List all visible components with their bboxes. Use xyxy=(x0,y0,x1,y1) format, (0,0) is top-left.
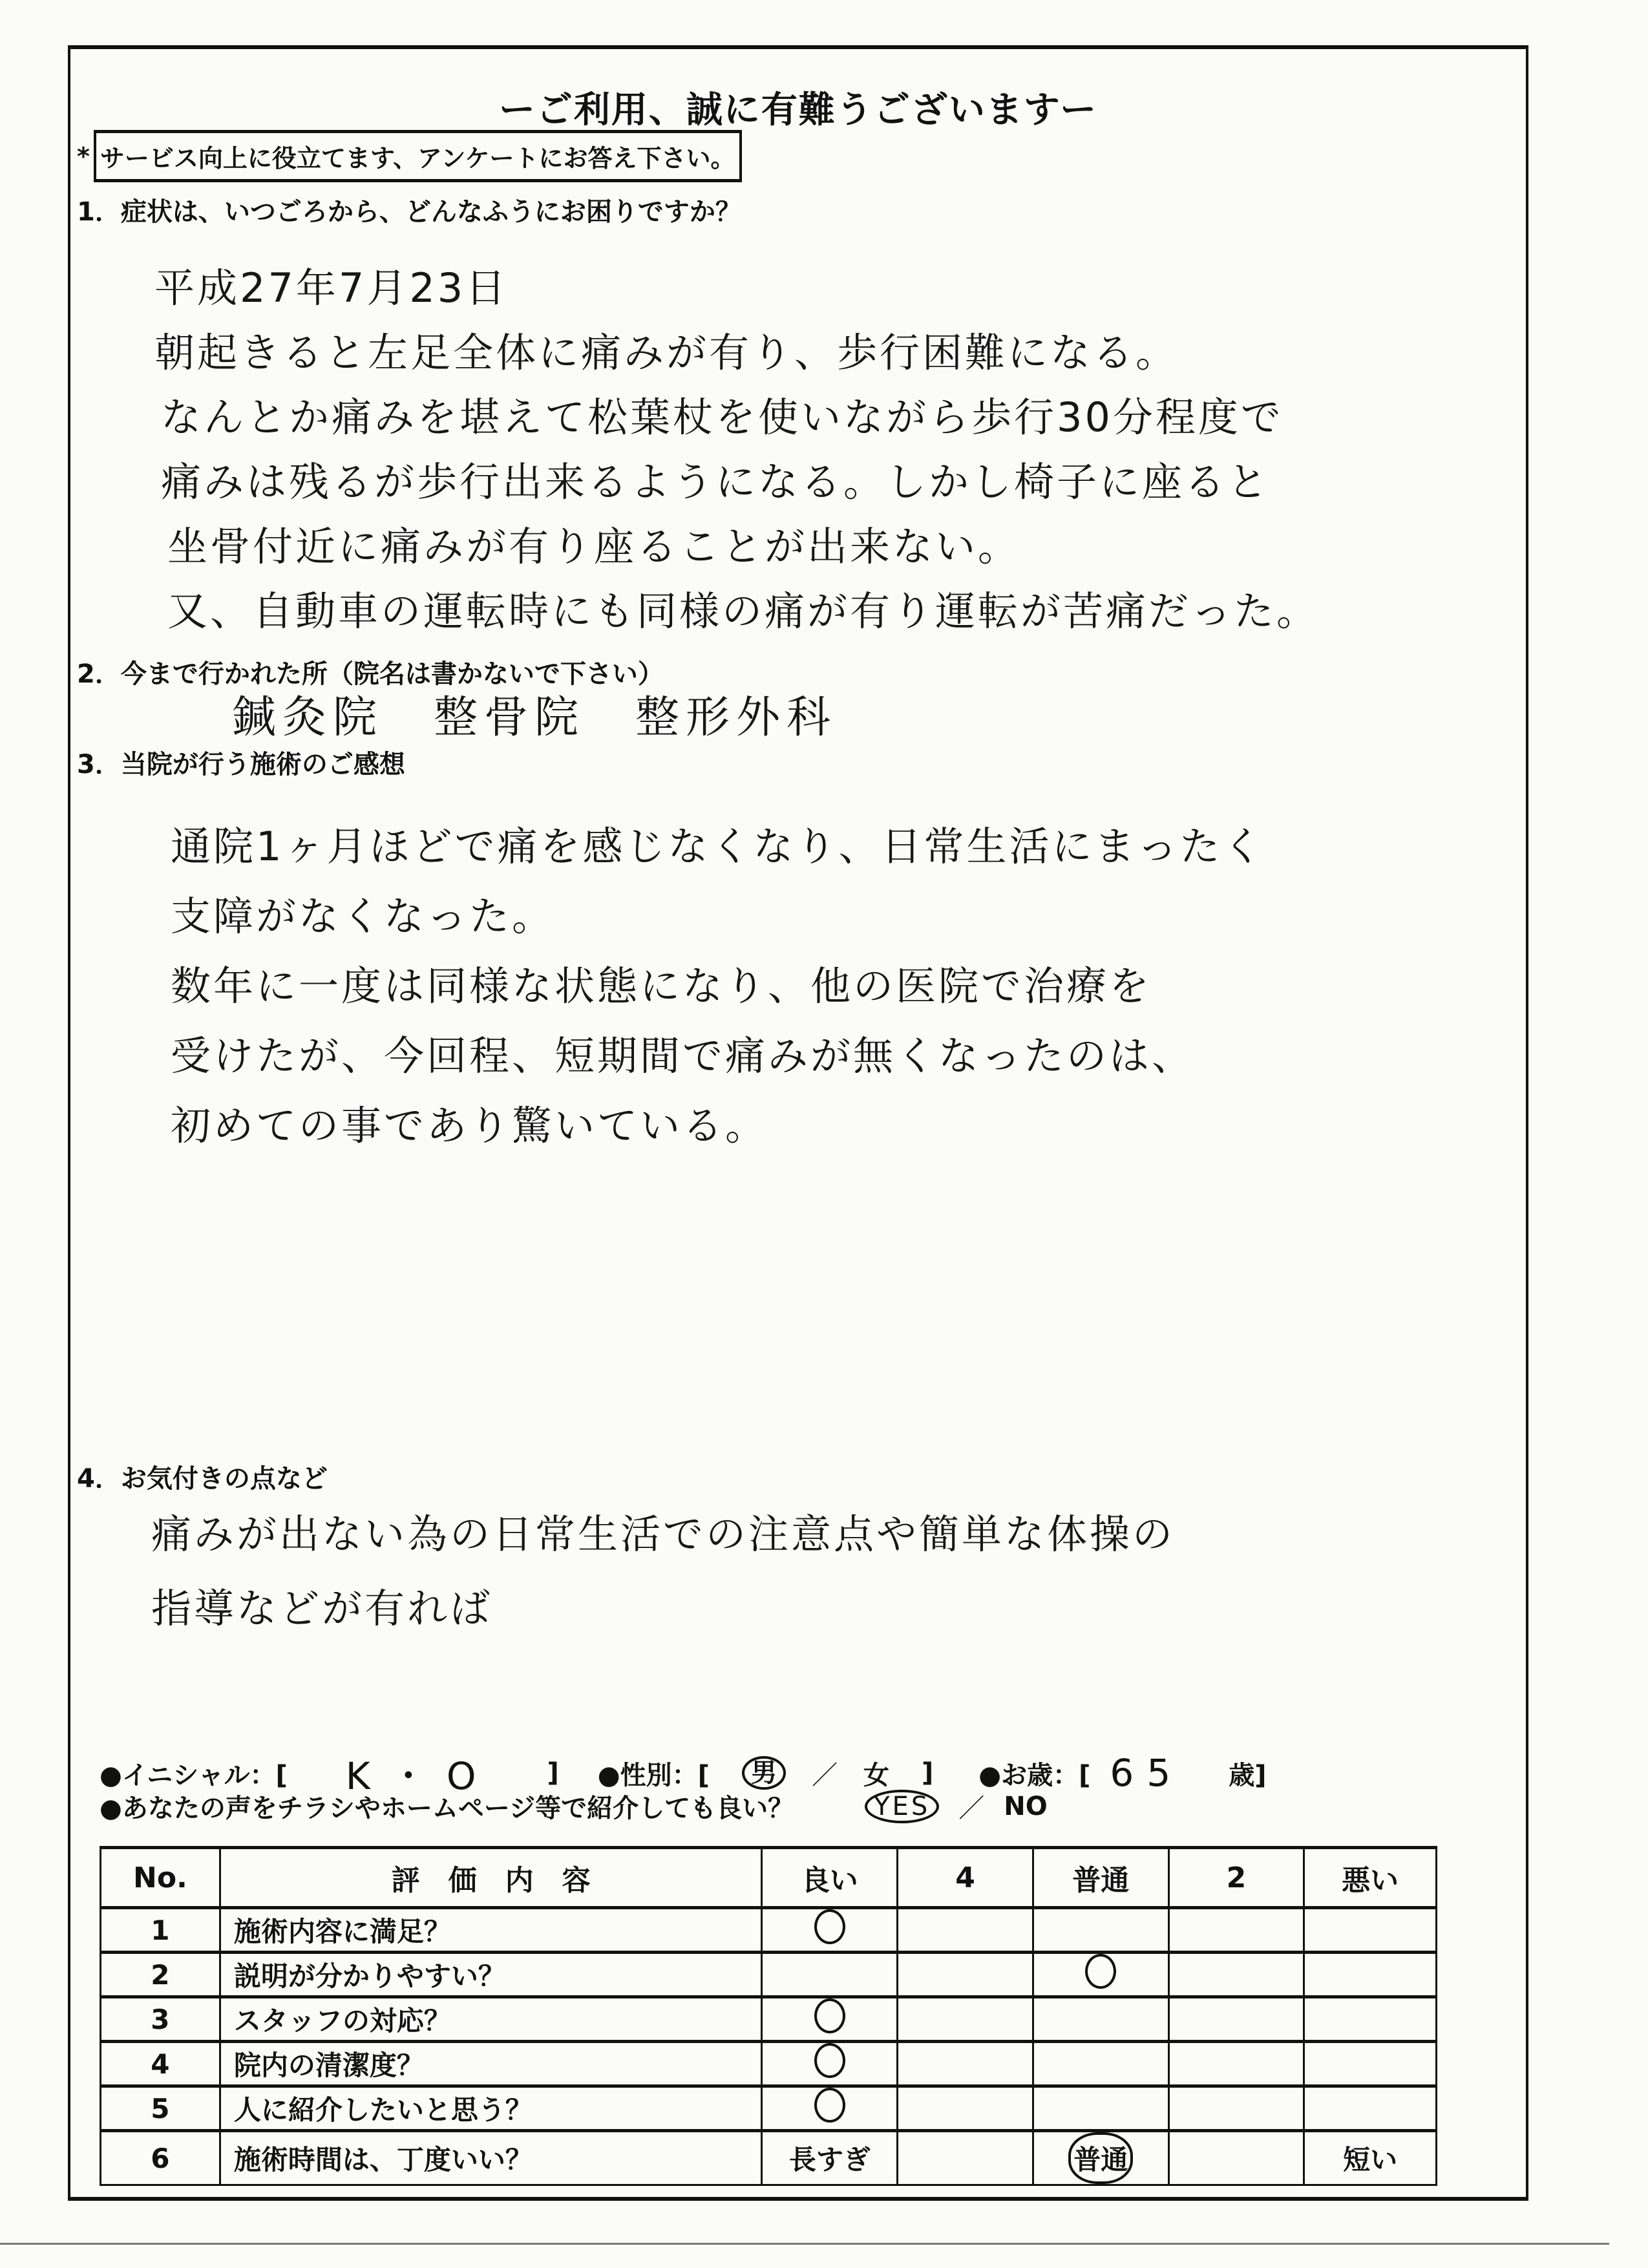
gender-close-bracket: ] xyxy=(921,1758,934,1788)
consent-yes-option[interactable]: YES xyxy=(865,1790,939,1823)
question-2-label: 2．今まで行かれた所（院名は書かないで下さい） xyxy=(77,659,664,689)
rating-cell[interactable] xyxy=(1304,2086,1437,2131)
notice-box: サービス向上に役立てます、アンケートにお答え下さい。 xyxy=(94,130,742,182)
rating-cell[interactable] xyxy=(1168,1953,1304,1997)
scan-edge-line xyxy=(0,2243,1609,2245)
row-number: 3 xyxy=(101,1997,220,2042)
rating-cell[interactable] xyxy=(1033,2131,1168,2185)
rating-cell[interactable] xyxy=(898,2042,1033,2086)
evaluation-header-row xyxy=(101,1848,1437,1908)
header-no: No. xyxy=(101,1848,220,1908)
answer-line: 又、自動車の運転時にも同様の痛が有り運転が苦痛だった。 xyxy=(167,588,1320,635)
circle-mark-icon xyxy=(814,1909,845,1944)
rating-cell[interactable] xyxy=(898,2086,1033,2131)
gender-option-male[interactable]: 男 xyxy=(742,1756,786,1790)
rating-cell[interactable] xyxy=(1168,2042,1304,2086)
header-2: 2 xyxy=(1168,1848,1304,1908)
age-label: ●お歳：[ xyxy=(978,1760,1091,1790)
rating-cell[interactable] xyxy=(898,1997,1033,2042)
rating-cell[interactable] xyxy=(1168,2086,1304,2131)
gender-label: ●性別：[ xyxy=(597,1760,710,1790)
gender-separator: ／ xyxy=(811,1760,838,1790)
row-number: 4 xyxy=(101,2042,220,2086)
table-row xyxy=(101,1997,1437,2042)
answer-line: 痛みは残るが歩行出来るようになる。しかし椅子に座ると xyxy=(161,458,1271,505)
row-item: スタッフの対応？ xyxy=(220,1997,762,2042)
option-too-long[interactable]: 長すぎ xyxy=(762,2131,898,2185)
header-item: 評 価 内 容 xyxy=(220,1848,762,1908)
rating-cell[interactable] xyxy=(1033,1908,1168,1953)
consent-row xyxy=(100,1788,1048,1825)
question-2-answer[interactable]: 鍼灸院 整骨院 整形外科 xyxy=(232,692,838,743)
answer-line: 平成27年7月23日 xyxy=(154,264,509,312)
survey-form-frame xyxy=(68,45,1528,2201)
rating-cell[interactable] xyxy=(1033,1997,1168,2042)
rating-cell[interactable] xyxy=(898,1953,1033,1997)
rating-cell[interactable] xyxy=(762,2086,898,2131)
table-row xyxy=(101,2042,1437,2086)
consent-no-option[interactable]: NO xyxy=(1004,1791,1048,1821)
rating-cell[interactable] xyxy=(898,1908,1033,1953)
rating-cell[interactable] xyxy=(1304,1953,1437,1997)
row-number: 1 xyxy=(101,1908,220,1953)
rating-cell[interactable] xyxy=(1033,2086,1168,2131)
age-field[interactable]: 65 xyxy=(1110,1751,1184,1795)
answer-line: なんとか痛みを堪えて松葉杖を使いながら歩行30分程度で xyxy=(161,394,1284,441)
answer-line: 数年に一度は同様な状態になり、他の医院で治療を xyxy=(171,962,1152,1010)
header-good: 良い xyxy=(762,1848,898,1908)
evaluation-table xyxy=(100,1846,1437,2186)
row-item: 施術内容に満足？ xyxy=(220,1908,762,1953)
answer-line: 痛みが出ない為の日常生活での注意点や簡単な体操の xyxy=(151,1510,1176,1558)
option-too-short[interactable]: 短い xyxy=(1304,2131,1437,2185)
circle-mark-icon xyxy=(814,2043,845,2078)
header-average: 普通 xyxy=(1033,1848,1168,1908)
question-4-answer[interactable] xyxy=(151,1497,1175,1646)
question-1-label: 1．症状は、いつごろから、どんなふうにお困りですか？ xyxy=(77,197,741,227)
question-3-label: 3．当院が行う施術のご感想 xyxy=(77,750,405,779)
question-3-answer[interactable] xyxy=(171,812,1265,1161)
rating-cell[interactable] xyxy=(1168,2131,1304,2185)
rating-cell[interactable] xyxy=(1304,1997,1437,2042)
initial-field[interactable]: K・O xyxy=(345,1754,496,1798)
gender-option-female[interactable]: 女 xyxy=(863,1760,889,1790)
notice-asterisk: * xyxy=(77,142,90,171)
rating-cell[interactable] xyxy=(1304,2042,1437,2086)
row-item: 施術時間は、丁度いい？ xyxy=(220,2131,762,2185)
answer-line: 支障がなくなった。 xyxy=(171,893,555,940)
table-row xyxy=(101,1908,1437,1953)
answer-line: 坐骨付近に痛みが有り座ることが出来ない。 xyxy=(167,523,1021,570)
header-bad: 悪い xyxy=(1304,1848,1437,1908)
consent-label: ●あなたの声をチラシやホームページ等で紹介しても良い？ xyxy=(100,1794,794,1823)
rating-cell[interactable] xyxy=(898,2131,1033,2185)
rating-cell[interactable] xyxy=(762,1908,898,1953)
rating-cell[interactable] xyxy=(762,1997,898,2042)
answer-line: 朝起きると左足全体に痛みが有り、歩行困難になる。 xyxy=(154,329,1179,376)
consent-separator: ／ xyxy=(958,1794,985,1823)
initial-label: ●イニシャル：[ xyxy=(100,1760,288,1790)
answer-line: 指導などが有れば xyxy=(151,1585,493,1632)
rating-cell[interactable] xyxy=(1168,1997,1304,2042)
rating-cell[interactable] xyxy=(1033,2042,1168,2086)
answer-line: 初めての事であり驚いている。 xyxy=(171,1102,768,1149)
question-4-label: 4．お気付きの点など xyxy=(77,1464,328,1494)
row-item: 院内の清潔度？ xyxy=(220,2042,762,2086)
rating-cell[interactable] xyxy=(1304,1908,1437,1953)
option-just-right-circled: 普通 xyxy=(1068,2132,1133,2184)
initial-close-bracket: ] xyxy=(547,1758,559,1788)
table-row xyxy=(101,2086,1437,2131)
row-item: 説明が分かりやすい？ xyxy=(220,1953,762,1997)
table-row xyxy=(101,1953,1437,1997)
form-title: ーご利用、誠に有難うございますー xyxy=(498,89,1098,131)
rating-cell[interactable] xyxy=(762,1953,898,1997)
header-4: 4 xyxy=(898,1848,1033,1908)
row-number: 2 xyxy=(101,1953,220,1997)
answer-line: 通院1ヶ月ほどで痛を感じなくなり、日常生活にまったく xyxy=(171,823,1265,870)
rating-cell[interactable] xyxy=(762,2042,898,2086)
circle-mark-icon xyxy=(1085,1954,1116,1989)
circle-mark-icon xyxy=(814,2088,845,2123)
row-item: 人に紹介したいと思う？ xyxy=(220,2086,762,2131)
rating-cell[interactable] xyxy=(1033,1953,1168,1997)
age-unit: 歳] xyxy=(1229,1760,1267,1790)
rating-cell[interactable] xyxy=(1168,1908,1304,1953)
answer-line: 受けたが、今回程、短期間で痛みが無くなったのは、 xyxy=(171,1032,1195,1079)
row-number: 6 xyxy=(101,2131,220,2185)
question-1-answer[interactable] xyxy=(154,256,1319,644)
circle-mark-icon xyxy=(814,1998,845,2033)
row-number: 5 xyxy=(101,2086,220,2131)
table-row xyxy=(101,2131,1437,2185)
notice xyxy=(77,130,742,182)
